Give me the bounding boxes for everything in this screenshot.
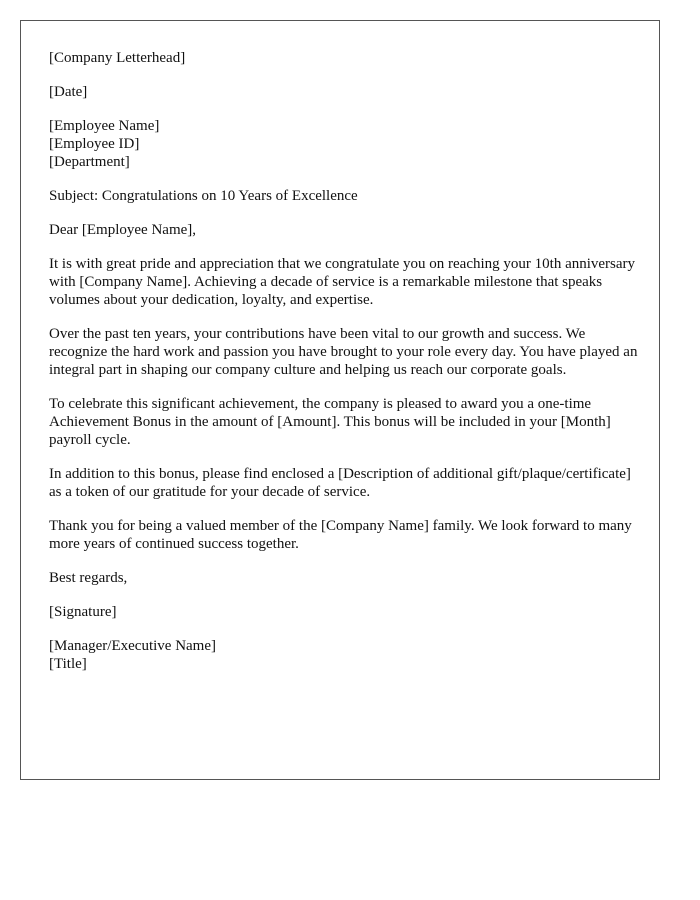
paragraph-gift: In addition to this bonus, please find enclosed a [Description of additional gift/plaque/certificate] as a token of our gratitude for your decade of service. bbox=[49, 466, 631, 500]
signature-placeholder: [Signature] bbox=[49, 604, 117, 620]
recipient-block bbox=[49, 117, 639, 171]
sender-block bbox=[49, 637, 639, 673]
letter-salutation: Dear [Employee Name], bbox=[49, 222, 197, 238]
paragraph-thanks: Thank you for being a valued member of the [Company Name] family. We look forward to many more years of continued success together. bbox=[49, 518, 632, 552]
letter-closing: Best regards, bbox=[49, 570, 128, 586]
paragraph-anniversary: It is with great pride and appreciation that we congratulate you on reaching your 10th anniversary with [Company Name]. Achieving a decade of service is a remarkable milestone that speaks volumes about your dedication, loyalty, and expertise. bbox=[49, 256, 636, 308]
sender-name: [Manager/Executive Name] bbox=[49, 638, 216, 654]
letter-page bbox=[20, 20, 660, 780]
paragraph-contributions: Over the past ten years, your contributions have been vital to our growth and success. We recognize the hard work and passion you have brought to your role every day. You have played an integral part in shaping our company culture and helping us reach our corporate goals. bbox=[49, 326, 638, 378]
recipient-department: [Department] bbox=[49, 154, 130, 170]
paragraph-bonus: To celebrate this significant achievement, the company is pleased to award you a one-time Achievement Bonus in the amount of [Amount]. This bonus will be included in your [Month] payroll cycle. bbox=[49, 396, 611, 448]
sender-title: [Title] bbox=[49, 656, 87, 672]
letter-subject: Subject: Congratulations on 10 Years of Excellence bbox=[49, 188, 358, 204]
letter-body bbox=[49, 49, 639, 689]
recipient-id: [Employee ID] bbox=[49, 136, 140, 152]
letter-date: [Date] bbox=[49, 84, 88, 100]
company-letterhead: [Company Letterhead] bbox=[49, 50, 186, 66]
recipient-name: [Employee Name] bbox=[49, 118, 160, 134]
